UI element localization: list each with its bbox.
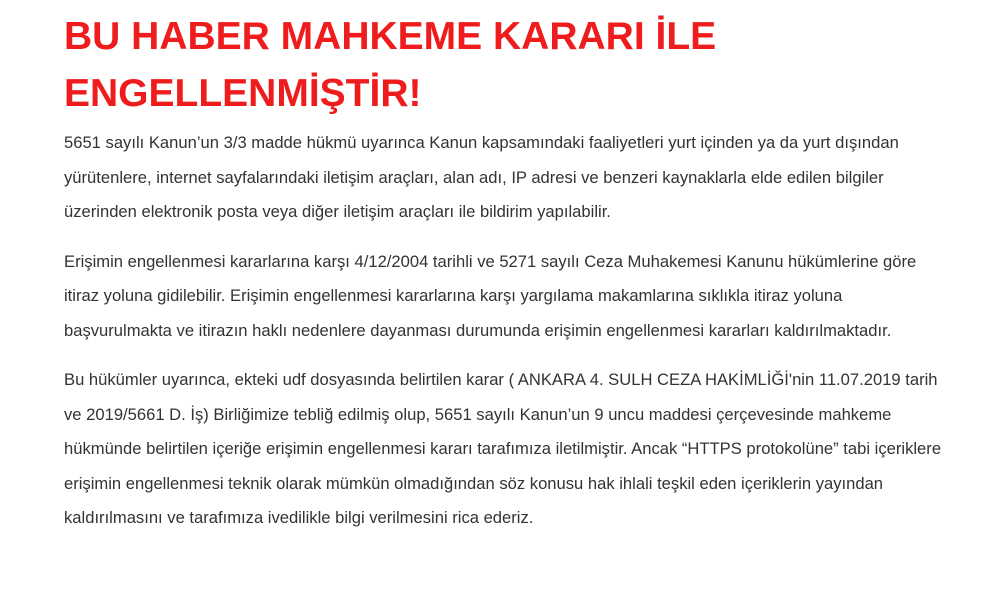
notice-title: [64, 8, 944, 122]
notice-body: [64, 126, 944, 536]
notice-paragraph-1: 5651 sayılı Kanun’un 3/3 madde hükmü uyarınca Kanun kapsamındaki faaliyetleri yurt içinden ya da yurt dışından yürütenlere, internet sayfalarındaki iletişim araçları, alan adı, IP adresi ve benzeri kaynaklarla elde edilen bilgiler üzerinden elektronik posta veya diğer iletişim araçları ile bildirim yapılabilir.: [64, 133, 899, 221]
notice-paragraph-2: Erişimin engellenmesi kararlarına karşı 4/12/2004 tarihli ve 5271 sayılı Ceza Muhakemesi Kanunu hükümlerine göre itiraz yoluna gidilebilir. Erişimin engellenmesi kararlarına karşı yargılama makamlarına sıklıkla itiraz yoluna başvurulmakta ve itirazın haklı nedenlere dayanması durumunda erişimin engellenmesi kararları kaldırılmaktadır.: [64, 251, 917, 340]
notice-title-line-1: BU HABER MAHKEME KARARI İLE: [64, 15, 717, 58]
notice-paragraph-3: Bu hükümler uyarınca, ekteki udf dosyasında belirtilen karar ( ANKARA 4. SULH CEZA HAKİMLİĞİ'nin 11.07.2019 tarih ve 2019/5661 D. İş) Birliğimize tebliğ edilmiş olup, 5651 sayılı Kanun’un 9 uncu maddesi çerçevesinde mahkeme hükmünde belirtilen içeriğe erişimin engellenmesi kararı tarafımıza iletilmiştir. Ancak “HTTPS protokolüne” tabi içeriklere erişimin engellenmesi teknik olarak mümkün olmadığından söz konusu hak ihlali teşkil eden içeriklerin yayından kaldırılmasını ve tarafımıza ivedilikle bilgi verilmesini rica ederiz.: [64, 370, 942, 527]
notice-title-line-2: ENGELLENMİŞTİR!: [64, 72, 422, 115]
blocked-notice: [64, 0, 944, 549]
